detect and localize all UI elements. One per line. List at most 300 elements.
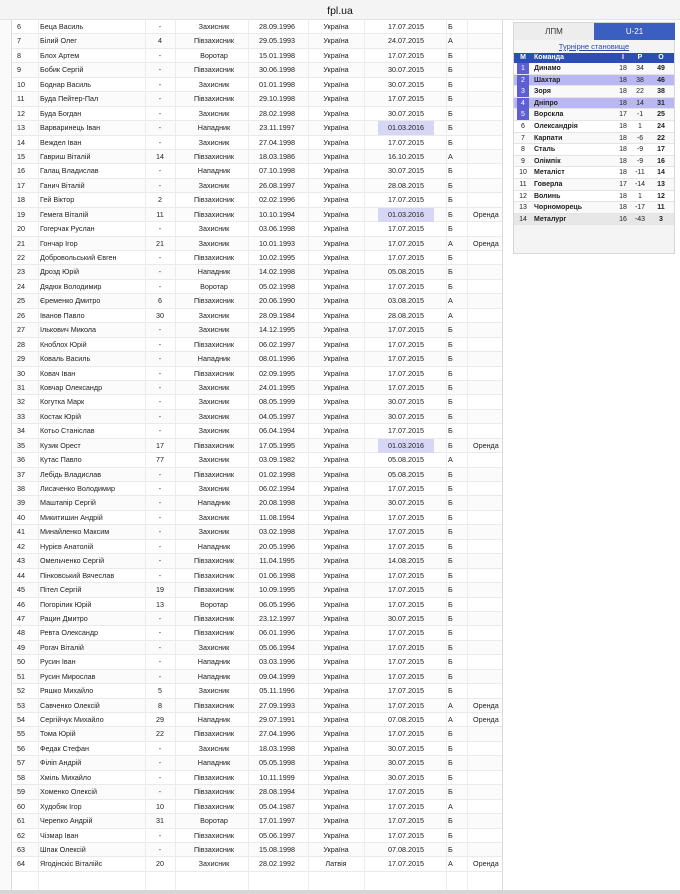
shirt-number: -: [158, 281, 162, 291]
table-row: [12, 338, 502, 352]
registration-date: 17.07.2015: [388, 700, 424, 710]
shirt-number: 21: [156, 238, 164, 248]
row-number: 24: [17, 281, 25, 291]
player-status: Б: [448, 743, 453, 753]
shirt-number: 31: [156, 816, 164, 826]
column-divider: [145, 20, 146, 890]
citizenship: Україна: [323, 180, 349, 190]
player-name: Чізмар Іван: [40, 830, 79, 840]
shirt-number: -: [158, 628, 162, 638]
player-position: Захисник: [198, 743, 230, 753]
registration-date: 14.08.2015: [388, 556, 424, 566]
standings-row: [514, 156, 674, 168]
team-points: 14: [657, 169, 665, 177]
table-row: [12, 352, 502, 366]
player-status: Б: [448, 180, 453, 190]
column-divider: [308, 20, 309, 890]
registration-date: 17.07.2015: [388, 382, 424, 392]
player-status: Б: [448, 440, 453, 450]
team-name[interactable]: Ворскла: [534, 111, 564, 119]
registration-date: 30.07.2015: [388, 758, 424, 768]
team-name[interactable]: Зоря: [534, 88, 551, 96]
player-position: Захисник: [198, 224, 230, 234]
row-number: 49: [17, 642, 25, 652]
birth-date: 07.10.1998: [259, 166, 295, 176]
table-row: [12, 540, 502, 554]
player-name: Дядюк Володимир: [40, 281, 102, 291]
player-position: Півзахисник: [193, 469, 235, 479]
citizenship: Україна: [323, 844, 349, 854]
goal-difference: -17: [634, 204, 646, 212]
row-number: 43: [17, 556, 25, 566]
registration-date: 17.07.2015: [388, 238, 424, 248]
column-divider: [467, 20, 468, 890]
row-number: 33: [17, 411, 25, 421]
standings-row: [514, 121, 674, 133]
player-position: Воротар: [200, 281, 228, 291]
table-row: [12, 179, 502, 193]
row-number: 27: [17, 325, 25, 335]
player-status: Б: [448, 123, 453, 133]
table-row: [12, 554, 502, 568]
citizenship: Україна: [323, 426, 349, 436]
team-name[interactable]: Дніпро: [534, 99, 558, 107]
player-position: Півзахисник: [193, 844, 235, 854]
player-status: Б: [448, 411, 453, 421]
birth-date: 29.07.1991: [259, 715, 295, 724]
citizenship: Україна: [323, 166, 349, 176]
team-points: 38: [657, 88, 665, 96]
table-row: [12, 63, 502, 77]
registration-date: 24.07.2015: [388, 36, 424, 46]
birth-date: 08.01.1996: [259, 354, 295, 364]
url-text: fpl.ua: [327, 5, 353, 17]
player-name: Коваль Василь: [40, 354, 91, 364]
birth-date: 23.12.1997: [259, 613, 295, 623]
player-status: Б: [448, 686, 453, 696]
table-row: [12, 49, 502, 63]
table-row: [12, 612, 502, 626]
player-status: Б: [448, 556, 453, 566]
citizenship: Україна: [323, 224, 349, 234]
player-name: Філіп Андрій: [40, 758, 82, 768]
player-status: Б: [448, 570, 453, 580]
team-name[interactable]: Металіст: [534, 169, 565, 177]
player-position: Півзахисник: [193, 368, 235, 378]
citizenship: Україна: [323, 296, 349, 306]
player-name: Сергійчук Михайло: [40, 715, 104, 724]
shirt-number: -: [158, 253, 162, 262]
player-position: Півзахисник: [193, 65, 235, 75]
player-name: Ганич Віталій: [40, 180, 85, 190]
row-number: 6: [17, 22, 21, 31]
table-row: [12, 684, 502, 698]
row-number: 12: [17, 108, 25, 118]
tab-lpm[interactable]: ЛПМ: [514, 23, 594, 40]
shirt-number: 29: [156, 715, 164, 724]
birth-date: 27.04.1998: [259, 137, 295, 147]
registration-date: 17.07.2015: [388, 657, 424, 667]
citizenship: Україна: [323, 339, 349, 349]
player-name: Микитишин Андрій: [40, 512, 103, 522]
table-row: [12, 569, 502, 583]
player-position: Півзахисник: [193, 36, 235, 46]
shirt-number: -: [158, 743, 162, 753]
player-roster-table: [11, 20, 503, 890]
registration-date: 17.07.2015: [388, 527, 424, 537]
player-status: Б: [448, 729, 453, 739]
shirt-number: -: [158, 642, 162, 652]
player-name: Котьо Станіслав: [40, 426, 95, 436]
shirt-number: 77: [156, 455, 164, 465]
player-status: Б: [448, 657, 453, 667]
standings-row: [514, 63, 674, 75]
player-status: Б: [448, 599, 453, 609]
row-number: 8: [17, 50, 21, 60]
table-row: [12, 193, 502, 207]
birth-date: 03.02.1998: [259, 527, 295, 537]
player-position: Півзахисник: [193, 787, 235, 797]
table-row: [12, 843, 502, 857]
player-status: Б: [448, 209, 453, 219]
player-status: Б: [448, 339, 453, 349]
header-position: М: [520, 54, 526, 61]
birth-date: 05.02.1998: [259, 281, 295, 291]
player-position: Захисник: [198, 382, 230, 392]
games-played: 18: [619, 134, 627, 142]
player-name: Черепко Андрій: [40, 816, 93, 826]
player-name: Ковач Іван: [40, 368, 76, 378]
player-position: Нападник: [197, 354, 231, 364]
registration-date: 03.08.2015: [388, 296, 424, 306]
birth-date: 29.10.1998: [259, 94, 295, 104]
citizenship: Україна: [323, 671, 349, 681]
row-number: 47: [17, 613, 25, 623]
registration-date: 07.08.2015: [388, 715, 424, 724]
player-status: Б: [448, 281, 453, 291]
player-name: Худобяк Ігор: [40, 801, 82, 811]
row-number: 55: [17, 729, 25, 739]
player-name: Когутка Марк: [40, 397, 85, 407]
registration-date: 01.03.2016: [378, 439, 434, 453]
shirt-number: 11: [156, 209, 164, 219]
player-status: Б: [448, 65, 453, 75]
shirt-number: 4: [158, 36, 162, 46]
team-position: 13: [519, 204, 527, 212]
citizenship: Україна: [323, 527, 349, 537]
registration-date: 30.07.2015: [388, 79, 424, 89]
player-status: Б: [448, 368, 453, 378]
team-position: 6: [521, 122, 525, 130]
registration-date: 17.07.2015: [388, 830, 424, 840]
birth-date: 30.06.1998: [259, 65, 295, 75]
row-number: 7: [17, 36, 21, 46]
team-position: 2: [517, 75, 529, 86]
table-row: [12, 439, 502, 453]
row-number: 22: [17, 253, 25, 262]
birth-date: 23.11.1997: [259, 123, 295, 133]
table-row: [12, 222, 502, 236]
team-name[interactable]: Карпати: [534, 134, 563, 142]
team-name[interactable]: Сталь: [534, 146, 556, 154]
table-row: [12, 20, 502, 34]
shirt-number: -: [158, 426, 162, 436]
player-status: Б: [448, 758, 453, 768]
table-row: [12, 309, 502, 323]
team-points: 31: [657, 99, 665, 107]
player-name: Ягодінскіс Віталійс: [40, 859, 103, 869]
row-number: 21: [17, 238, 25, 248]
player-position: Захисник: [198, 79, 230, 89]
citizenship: Україна: [323, 455, 349, 465]
player-status: А: [448, 700, 453, 710]
team-name[interactable]: Чорноморець: [534, 204, 583, 212]
row-number: 38: [17, 484, 25, 493]
registration-date: 17.07.2015: [388, 426, 424, 436]
browser-address-bar[interactable]: [0, 0, 680, 20]
player-status: Б: [448, 628, 453, 638]
shirt-number: 8: [158, 700, 162, 710]
player-position: Півзахисник: [193, 253, 235, 262]
player-name: Тома Юрій: [40, 729, 76, 739]
team-name[interactable]: Волинь: [534, 192, 561, 200]
registration-date: 17.07.2015: [388, 281, 424, 291]
table-row: [12, 511, 502, 525]
birth-date: 06.02.1997: [259, 339, 295, 349]
row-number: 54: [17, 715, 25, 724]
column-divider: [248, 20, 249, 890]
player-status: А: [448, 238, 453, 248]
player-name: Рогач Віталій: [40, 642, 84, 652]
player-status: Б: [448, 527, 453, 537]
player-note: Оренда: [473, 859, 499, 869]
shirt-number: 22: [156, 729, 164, 739]
registration-date: 17.07.2015: [388, 628, 424, 638]
team-name[interactable]: Олімпік: [534, 157, 561, 165]
team-name[interactable]: Олександрія: [534, 122, 578, 130]
goal-difference: 22: [636, 88, 644, 96]
games-played: 18: [619, 65, 627, 72]
row-number: 32: [17, 397, 25, 407]
player-position: Нападник: [197, 123, 231, 133]
row-number: 35: [17, 440, 25, 450]
player-position: Півзахисник: [193, 209, 235, 219]
registration-date: 17.07.2015: [388, 354, 424, 364]
citizenship: Україна: [323, 498, 349, 508]
row-number: 39: [17, 498, 25, 508]
shirt-number: -: [158, 657, 162, 667]
team-position: 10: [519, 169, 527, 177]
birth-date: 20.05.1996: [259, 541, 295, 551]
team-name[interactable]: Металург: [534, 215, 567, 223]
citizenship: Україна: [323, 382, 349, 392]
standings-title-link[interactable]: Турнірне становище: [558, 42, 630, 51]
registration-date: 30.07.2015: [388, 411, 424, 421]
shirt-number: 30: [156, 310, 164, 320]
citizenship: Україна: [323, 209, 349, 219]
player-name: Боднар Василь: [40, 79, 92, 89]
registration-date: 05.08.2015: [388, 267, 424, 277]
shirt-number: -: [158, 411, 162, 421]
player-position: Захисник: [198, 180, 230, 190]
citizenship: Україна: [323, 541, 349, 551]
citizenship: Україна: [323, 310, 349, 320]
player-position: Воротар: [200, 816, 228, 826]
shirt-number: 19: [156, 585, 164, 595]
player-name: Нурієв Анатолій: [40, 541, 94, 551]
shirt-number: 14: [156, 151, 164, 161]
citizenship: Україна: [323, 267, 349, 277]
shirt-number: -: [158, 354, 162, 364]
citizenship: Україна: [323, 758, 349, 768]
registration-date: 17.07.2015: [388, 224, 424, 234]
row-number: 61: [17, 816, 25, 826]
shirt-number: -: [158, 397, 162, 407]
player-name: Веждел Іван: [40, 137, 82, 147]
player-name: Буда Богдан: [40, 108, 82, 118]
birth-date: 27.04.1996: [259, 729, 295, 739]
row-number: 20: [17, 224, 25, 234]
registration-date: 17.07.2015: [388, 325, 424, 335]
shirt-number: 17: [156, 440, 164, 450]
birth-date: 20.06.1990: [259, 296, 295, 306]
player-position: Захисник: [198, 22, 230, 31]
birth-date: 20.08.1998: [259, 498, 295, 508]
player-name: Русин Мирослав: [40, 671, 96, 681]
table-row: [12, 237, 502, 251]
shirt-number: -: [158, 570, 162, 580]
row-number: 40: [17, 512, 25, 522]
registration-date: 17.07.2015: [388, 585, 424, 595]
row-number: 64: [17, 859, 25, 869]
player-name: Бобик Сергій: [40, 65, 84, 75]
team-name[interactable]: Говерла: [534, 180, 563, 188]
shirt-number: -: [158, 123, 162, 133]
birth-date: 17.01.1997: [259, 816, 295, 826]
shirt-number: -: [158, 541, 162, 551]
citizenship: Україна: [323, 94, 349, 104]
registration-date: 30.07.2015: [388, 108, 424, 118]
player-status: Б: [448, 844, 453, 854]
player-name: Хоменко Олексій: [40, 787, 97, 797]
player-position: Півзахисник: [193, 613, 235, 623]
player-position: Захисник: [198, 238, 230, 248]
player-status: Б: [448, 816, 453, 826]
player-status: Б: [448, 50, 453, 60]
standings-row: [514, 109, 674, 121]
birth-date: 28.09.1996: [259, 22, 295, 31]
shirt-number: -: [158, 224, 162, 234]
team-name[interactable]: Динамо: [534, 65, 561, 72]
player-status: Б: [448, 22, 453, 31]
citizenship: Україна: [323, 397, 349, 407]
games-played: 18: [619, 146, 627, 154]
citizenship: Україна: [323, 772, 349, 782]
row-number: 42: [17, 541, 25, 551]
registration-date: 05.08.2015: [388, 469, 424, 479]
registration-date: 17.07.2015: [388, 195, 424, 205]
birth-date: 10.01.1993: [259, 238, 295, 248]
player-status: Б: [448, 94, 453, 104]
shirt-number: -: [158, 180, 162, 190]
birth-date: 18.03.1998: [259, 743, 295, 753]
registration-date: 17.07.2015: [388, 22, 424, 31]
team-points: 22: [657, 134, 665, 142]
shirt-number: -: [158, 484, 162, 493]
player-status: А: [448, 801, 453, 811]
player-status: Б: [448, 772, 453, 782]
citizenship: Україна: [323, 801, 349, 811]
player-position: Нападник: [197, 758, 231, 768]
player-note: Оренда: [473, 209, 499, 219]
row-number: 34: [17, 426, 25, 436]
tab-u21[interactable]: U-21: [594, 23, 675, 40]
citizenship: Україна: [323, 22, 349, 31]
team-points: 25: [657, 111, 665, 119]
table-row: [12, 742, 502, 756]
registration-date: 16.10.2015: [388, 151, 424, 161]
column-divider: [446, 20, 447, 890]
standings-row: [514, 167, 674, 179]
player-position: Нападник: [197, 166, 231, 176]
team-name[interactable]: Шахтар: [534, 76, 561, 84]
shirt-number: -: [158, 772, 162, 782]
standings-row: [514, 98, 674, 110]
citizenship: Україна: [323, 440, 349, 450]
birth-date: 14.12.1995: [259, 325, 295, 335]
registration-date: 17.07.2015: [388, 729, 424, 739]
player-status: Б: [448, 787, 453, 797]
player-position: Півзахисник: [193, 585, 235, 595]
table-row: [12, 525, 502, 539]
player-status: Б: [448, 671, 453, 681]
birth-date: 24.01.1995: [259, 382, 295, 392]
citizenship: Україна: [323, 123, 349, 133]
citizenship: Україна: [323, 354, 349, 364]
row-number: 28: [17, 339, 25, 349]
player-position: Півзахисник: [193, 151, 235, 161]
team-points: 3: [659, 215, 663, 223]
player-name: Беца Василь: [40, 22, 84, 31]
player-status: Б: [448, 642, 453, 652]
table-row: [12, 756, 502, 770]
registration-date: 17.07.2015: [388, 368, 424, 378]
player-position: Півзахисник: [193, 729, 235, 739]
shirt-number: -: [158, 368, 162, 378]
player-status: Б: [448, 484, 453, 493]
table-row: [12, 626, 502, 640]
row-number: 48: [17, 628, 25, 638]
shirt-number: -: [158, 844, 162, 854]
games-played: 18: [619, 88, 627, 96]
birth-date: 03.03.1996: [259, 657, 295, 667]
registration-date: 17.07.2015: [388, 642, 424, 652]
citizenship: Україна: [323, 599, 349, 609]
table-row: [12, 814, 502, 828]
birth-date: 03.09.1982: [259, 455, 295, 465]
table-row: [12, 424, 502, 438]
table-row: [12, 468, 502, 482]
registration-date: 17.07.2015: [388, 570, 424, 580]
player-name: Маштапір Сергій: [40, 498, 96, 508]
player-name: Кутас Павло: [40, 455, 82, 465]
birth-date: 02.09.1995: [259, 368, 295, 378]
birth-date: 05.05.1998: [259, 758, 295, 768]
player-note: Оренда: [473, 715, 499, 724]
citizenship: Україна: [323, 469, 349, 479]
player-position: Півзахисник: [193, 296, 235, 306]
citizenship: Україна: [323, 628, 349, 638]
